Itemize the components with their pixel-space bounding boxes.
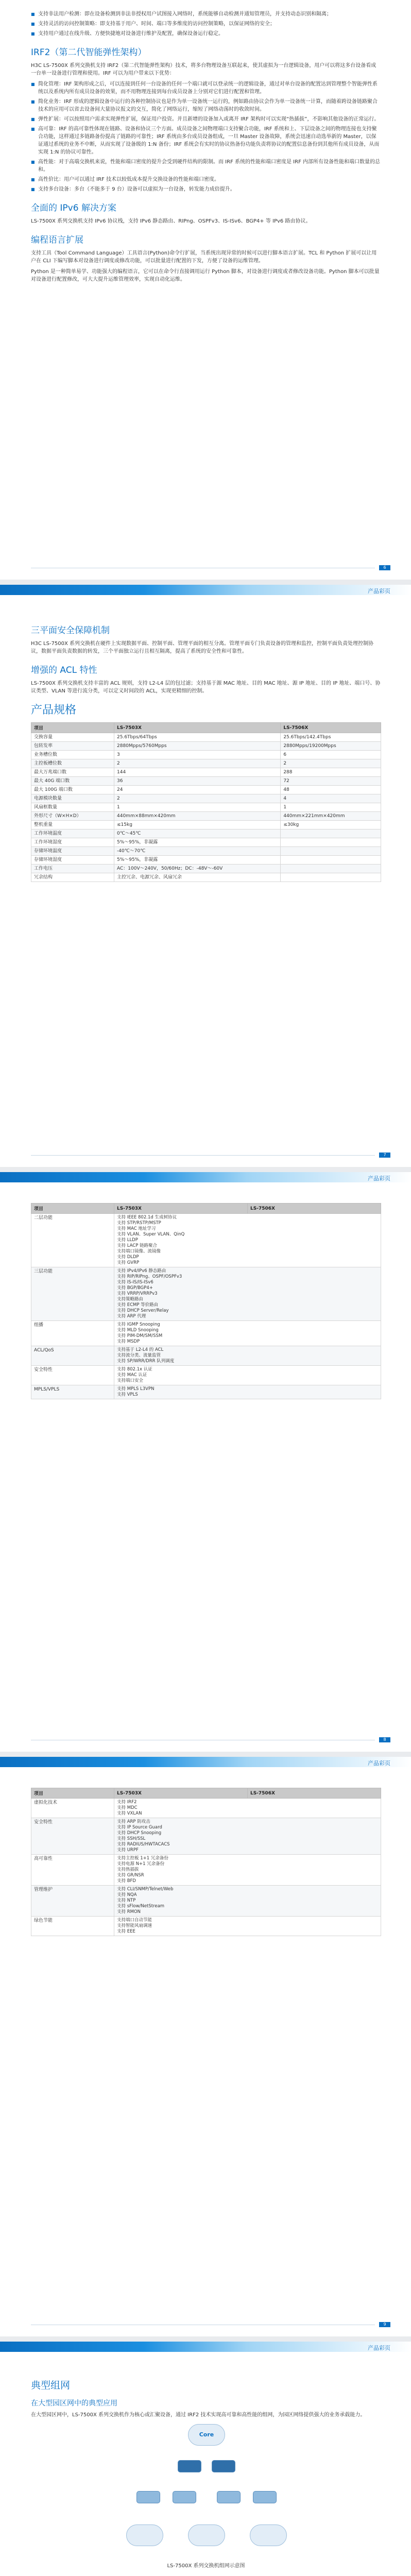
table-row [31,829,381,838]
table-cell: 包转发率 [31,742,114,751]
table-row [31,759,381,768]
table-row [31,1321,381,1346]
list-item: ■ 高性价比：用户可以通过 IRF 技术以较低成本提升交换设备的性能和端口密度。 [31,176,381,183]
list-item: 支持 LLDP [117,1238,138,1243]
access-cloud [250,2524,287,2546]
list-item: 支持 RADIUS/HWTACACS [117,1842,170,1847]
table-cell [114,1799,381,1818]
section-spec-title: 产品规格 [31,704,77,717]
table-cell: 5%～95%，非凝露 [114,856,281,865]
page-3-content [31,1203,381,1399]
table-cell: 最大 100G 端口数 [31,786,114,794]
list-item: 支持 ARP 代理 [117,1314,146,1319]
table-cell: 交换容量 [31,733,114,742]
table-cell: 0℃～45℃ [114,829,281,838]
table-cell [281,856,381,865]
table-cell: 1 [281,803,381,812]
table-cell [281,829,381,838]
table-cell: AC：100V～240V，50/60Hz；DC：-48V～-60V [114,865,281,873]
list-item: 支持 LACP 链路聚合 [117,1243,158,1248]
table-cell [114,1886,381,1917]
table-cell: 3 [114,751,281,759]
table-row [31,1385,381,1399]
feature-table [31,1203,381,1399]
table-cell: 三层功能 [31,1267,114,1321]
list-item: 支持 ECMP 等价路由 [117,1302,159,1308]
table-cell [281,838,381,847]
table-row [31,838,381,847]
table-cell [114,1321,381,1346]
core-switch [212,2460,235,2472]
header-label: 产品彩页 [368,588,390,595]
table-cell: 25.6Tbps/142.4Tbps [281,733,381,742]
table-cell: 二层功能 [31,1214,114,1267]
table-cell: 电源模块数量 [31,794,114,803]
page-header-bar [0,2342,411,2352]
table-cell [281,873,381,882]
python-text: Python 是一种简单易学、功能强大的编程语言，它可以在命令行直接调用运行 Python 脚本，对设备进行调度或者修改设备功能。Python 脚本可以批量对设备进行配置修改，可大大提升运维管理效率，实现自动化运维。 [31,269,380,282]
table-cell [114,1346,381,1366]
page-5-content [31,2372,381,2576]
section-network-title: 典型组网 [31,2380,71,2391]
table-cell: 2 [114,794,281,803]
list-item: 支持电源 N+1 冗余备份 [117,1861,165,1867]
table-row [31,777,381,786]
list-item: 支持 CLI/SNMP/Telnet/Web [117,1887,174,1892]
list-item: 支持 IS-IS/IS-ISv6 [117,1280,153,1285]
list-item: 支持 VXLAN [117,1811,142,1816]
table-cell: 工作环境湿度 [31,838,114,847]
table-cell: 主控冗余、电源冗余、风扇冗余 [114,873,281,882]
list-item: 支持 VLAN、Super VLAN、QinQ [117,1232,185,1237]
page-number: 8 [379,1737,390,1742]
table-row [31,733,381,742]
section-ipv6-title: 全面的 IPv6 解决方案 [31,203,116,213]
table-row [31,812,381,821]
list-item: 支持 sFlow/NetStream [117,1904,165,1909]
table-cell [114,1366,381,1385]
section-irf-title: IRF2（第二代智能弹性架构） [31,47,147,58]
table-cell: 72 [281,777,381,786]
table-cell: 存储环境湿度 [31,856,114,865]
access-cloud [126,2524,163,2546]
list-item: 支持 IPv4/IPv6 静态路由 [117,1268,166,1274]
section-acl-title: 增强的 ACL 特性 [31,665,97,675]
table-cell: 25.6Tbps/64Tbps [114,733,281,742]
table-cell [281,865,381,873]
subsection-title: 在大型园区网中的典型应用 [31,2399,117,2408]
table-cell: 4 [281,794,381,803]
table-cell: 虚拟化技术 [31,1799,114,1818]
list-item: 支持 ARP 防攻击 [117,1819,150,1824]
table-row [31,1886,381,1917]
table-cell: 最大万兆端口数 [31,768,114,777]
top-bullets [31,10,381,38]
list-item: 支持 IGMP Snooping [117,1322,160,1327]
list-item: 支持 MLD Snooping [117,1328,159,1333]
list-item: 支持 DLDP [117,1255,139,1260]
network-diagram [121,2424,291,2558]
table-cell: 业务槽位数 [31,751,114,759]
table-cell: ≤15kg [114,821,281,829]
page-header-bar [0,1757,411,1767]
table-row [31,803,381,812]
table-cell: 管理维护 [31,1886,114,1917]
table-row [31,794,381,803]
table-row [31,1917,381,1936]
table-row [31,1214,381,1267]
list-item: 支持 URPF [117,1848,139,1853]
page-1 [0,0,411,580]
table-cell: 2880Mpps/5760Mpps [114,742,281,751]
table-cell: 主控板槽位数 [31,759,114,768]
table-cell [114,1385,381,1399]
table-cell: 高可靠性 [31,1855,114,1886]
feature-table-2 [31,1788,381,1936]
list-item: ■ 高性能：对于高端交换机来说，性能和端口密度的提升会受到硬件结构的限制。而 IRF 系统的性能和端口密度是 IRF 内部所有设备性能和端口数量的总和。 [31,158,381,174]
table-cell: ACL/QoS [31,1346,114,1366]
list-item: ■ 简化管理：IRF 架构形成之后，可以连接到任何一台设备的任何一个端口就可以登录统一的逻辑设备，通过对单台设备的配置达到管理整个智能弹性系统以及系统内所有成员设备的效果，而不用物理连接到每台成员设备上分别对它们进行配置和管理。 [31,80,381,96]
table-cell [114,1267,381,1321]
table-row [31,821,381,829]
list-item: 支持 NTP [117,1898,136,1903]
list-item: 支持策略路由 [117,1297,144,1302]
list-item: 支持 RIP/RIPng、OSPF/OSPFv3 [117,1274,182,1279]
section-security-title: 三平面安全保障机制 [31,625,110,636]
table-row [31,1267,381,1321]
irf-intro: H3C LS-7500X 系列交换机支持 IRF2（第二代智能弹性架构）技术，将多台物理设备互联起来，使其虚拟为一台逻辑设备，用户可以将这多台设备看成一台单一设备进行管理和使用。IRF 可以为用户带来以下优势： [31,63,376,76]
list-item: ■ 弹性扩展：可以按照用户需求实现弹性扩展，保证用户投资。并且新增的设备加入或离开 IRF 架构时可以实现“热插拔”，不影响其他设备的正常运行。 [31,115,381,123]
list-item: 支持 RMON [117,1909,141,1914]
table-cell: 工作电压 [31,865,114,873]
list-item: 支持热插拔 [117,1867,139,1872]
list-item: 支持 DHCP Snooping [117,1831,162,1836]
list-item: ■ 支持灵活的访问控制策略：即支持基于用户、时间、端口等多维度的访问控制策略，以保证网络的安全； [31,20,381,28]
list-item: 支持端口自动节能 [117,1918,152,1923]
col-header: LS-7506X [281,723,381,733]
table-row [31,1855,381,1886]
list-item: 支持 EEE [117,1929,135,1934]
page-number: 6 [379,565,390,570]
table-cell: 最大 40G 端口数 [31,777,114,786]
footer-divider [31,1155,375,1156]
list-item: ■ 支持非法用户检测：即在设备检测到非法非授权用户试图接入网络时，系统能够自动检测并通知管理员，并支持动态识别和隔离； [31,10,381,18]
list-item: 支持 MDC [117,1805,138,1810]
list-item: ■ 高可靠：IRF 的高可靠性体现在链路、设备和协议三个方面。成员设备之间物理端口支持聚合功能，IRF 系统和上、下层设备之间的物理连接也支持聚合功能，这样通过多链路备份提高了链路的可靠性；IRF 系统由多台成员设备组成，一旦 Master 设备故障，系统会迅速自动选举新的 Master，以保证通过系统的业务不中断，从而实现了设备级的 1:N 备份；IRF 系统会有实时的协议热备份功能负责将协议的配置信息备份到其他所有成员设备，从而实现 1:N 的协议可靠性。 [31,125,381,156]
table-cell: 整机重量 [31,821,114,829]
list-item: ■ 支持多台设备：多台（不能多于 9 台）设备可以虚拟为一台设备，转发能力成倍提升。 [31,185,381,193]
list-item: 支持 GVRP [117,1260,140,1265]
network-text: 在大型园区网中，LS-7500X 系列交换机作为核心或汇聚设备，通过 IRF2 技术实现高可靠和高性能的组网，为园区网络提供强大的业务承载能力。 [31,2412,366,2418]
header-label: 产品彩页 [368,1760,390,1767]
table-cell: ≤30kg [281,821,381,829]
section-cli-title: 编程语言扩展 [31,235,83,245]
table-row [31,786,381,794]
list-item: 支持 BFD [117,1878,136,1884]
page-header-bar [0,585,411,595]
list-item: ■ 支持用户通过在线升级、方便快捷地对设备进行维护及配置，确保设备运行稳定。 [31,30,381,38]
table-cell: 440mm×88mm×420mm [114,812,281,821]
table-row [31,751,381,759]
table-cell: 外形尺寸（W×H×D） [31,812,114,821]
table-cell [114,1855,381,1886]
table-cell: 48 [281,786,381,794]
table-cell: 存储环境温度 [31,847,114,856]
table-cell: 440mm×221mm×420mm [281,812,381,821]
table-cell: 2880Mpps/19200Mpps [281,742,381,751]
table-cell: 2 [114,759,281,768]
page-number: 9 [379,2322,390,2327]
page-number: 7 [379,1153,390,1158]
table-cell: -40℃～70℃ [114,847,281,856]
list-item: 支持 802.1x 认证 [117,1367,152,1372]
col-header: LS-7506X [247,1788,381,1799]
table-cell: 工作环境温度 [31,829,114,838]
page-1-content [31,10,381,286]
security-text: H3C LS-7500X 系列交换机在硬件上实现数据平面、控制平面、管理平面的相互分离。管理平面专门负责设备的管理和监控，控制平面负责处理控制协议，数据平面负责数据的转发，三个平面独立运行且相互隔离，提高了系统的安全性和可靠性。 [31,641,374,654]
col-header: LS-7506X [248,1204,381,1214]
list-item: 支持 GR/NSR [117,1873,144,1878]
table-cell: 安全特性 [31,1818,114,1855]
table-row [31,1799,381,1818]
table-row [31,1818,381,1855]
list-item: 支持 VRRP/VRRPv3 [117,1291,158,1296]
list-item: 支持 MAC 认证 [117,1372,147,1378]
header-label: 产品彩页 [368,2345,390,2351]
list-item: 支持主控板 1+1 冗余备份 [117,1856,168,1861]
col-header: 项目 [31,723,114,733]
page-header-bar [0,1172,411,1182]
table-row [31,742,381,751]
table-row [31,865,381,873]
page-3 [0,1172,411,1752]
table-cell: 24 [114,786,281,794]
acl-text: LS-7500X 系列交换机支持丰富的 ACL 规则，支持 L2-L4 层的包过滤；支持基于源 MAC 地址、目的 MAC 地址、源 IP 地址、目的 IP 地址、端口号、协议类型、VLAN 等进行流分类，可以定义时间段的 ACL，实现更精细的控制。 [31,681,381,694]
col-header: LS-7503X [114,1788,248,1799]
table-row [31,768,381,777]
list-item: 支持 BGP/BGP4+ [117,1285,153,1291]
table-row [31,1346,381,1366]
diagram-caption: LS-7500X 系列交换机组网示意图 [167,2563,245,2569]
table-row [31,873,381,882]
list-item: 支持 IP Source Guard [117,1825,162,1830]
list-item: 支持智能风扇调速 [117,1923,152,1928]
list-item: 支持流分类、流量监管 [117,1353,161,1358]
cli-text: 支持工具（Tool Command Language）工具语言(Python)命令行扩展，当系统出现异常的时候可以进行脚本语言扩展。TCL 和 Python 扩展可以让用户在 CLI 下编写脚本对设备进行调度或修改功能，可以批量进行配置的下发，方便了设备的运维管理。 [31,250,377,264]
list-item: 支持 STP/RSTP/MSTP [117,1221,161,1226]
core-label: Core [199,2431,214,2438]
table-cell: 6 [281,751,381,759]
table-cell: MPLS/VPLS [31,1385,114,1399]
core-switch [178,2460,201,2472]
spec-table [31,722,381,882]
page-4 [0,1757,411,2336]
list-item: 支持 DHCP Server/Relay [117,1308,169,1313]
page-2-content [31,616,381,882]
table-cell: 安全特性 [31,1366,114,1385]
list-item: 支持基于 L2-L4 的 ACL [117,1347,164,1352]
list-item: 支持 IRF2 [117,1800,137,1805]
table-row [31,847,381,856]
list-item: 支持 SP/WRR/DRR 队列调度 [117,1359,175,1364]
list-item: 支持 IEEE 802.1d 生成树协议 [117,1215,177,1220]
table-cell: 288 [281,768,381,777]
list-item: 支持 NQA [117,1892,137,1897]
table-cell [114,1917,381,1936]
list-item: 支持 MPLS L3VPN [117,1386,155,1392]
page-5 [0,2342,411,2576]
table-cell: 绿色节能 [31,1917,114,1936]
table-cell: 冗余结构 [31,873,114,882]
table-cell: 5%～95%，非凝露 [114,838,281,847]
col-header: 项目 [31,1204,114,1214]
agg-switch [136,2491,160,2503]
table-cell: 2 [281,759,381,768]
list-item: 支持 SSH/SSL [117,1836,146,1841]
table-cell [281,847,381,856]
header-label: 产品彩页 [368,1175,390,1182]
agg-switch [173,2491,196,2503]
page-2 [0,585,411,1167]
table-cell: 144 [114,768,281,777]
page-4-content [31,1788,381,1936]
table-cell [114,1818,381,1855]
agg-switch [217,2491,241,2503]
table-cell: 1 [114,803,281,812]
table-cell: 风扇框数量 [31,803,114,812]
table-cell: 组播 [31,1321,114,1346]
access-cloud [188,2524,225,2546]
irf-bullets [31,80,381,193]
core-cloud [188,2424,225,2446]
agg-switch [253,2491,277,2503]
col-header: LS-7503X [114,1204,248,1214]
list-item: ■ 简化业务：IRF 形成的逻辑设备中运行的各种控制协议也是作为单一设备统一运行的，例如路由协议会作为单一设备统一计算，而随着跨设备链路聚合技术的应用可以省去设备间大量协议报文的交互，简化了网络运行，缩短了网络动荡时的收敛时间。 [31,98,381,113]
col-header: 项目 [31,1788,114,1799]
list-item: 支持 VPLS [117,1392,138,1397]
list-item: 支持端口镜像、流镜像 [117,1249,161,1254]
list-item: 支持 PIM-DM/SM/SSM [117,1333,163,1338]
list-item: 支持端口安全 [117,1378,144,1383]
table-row [31,856,381,865]
table-row [31,1366,381,1385]
col-header: LS-7503X [114,723,281,733]
list-item: 支持 MAC 地址学习 [117,1226,156,1231]
list-item: 支持 MSDP [117,1339,140,1344]
table-cell [114,1214,381,1267]
ipv6-text: LS-7500X 系列交换机支持 IPv6 协议栈，支持 IPv6 静态路由、RIPng、OSPFv3、IS-ISv6、BGP4+ 等 IPv6 路由协议。 [31,218,311,224]
table-cell: 36 [114,777,281,786]
